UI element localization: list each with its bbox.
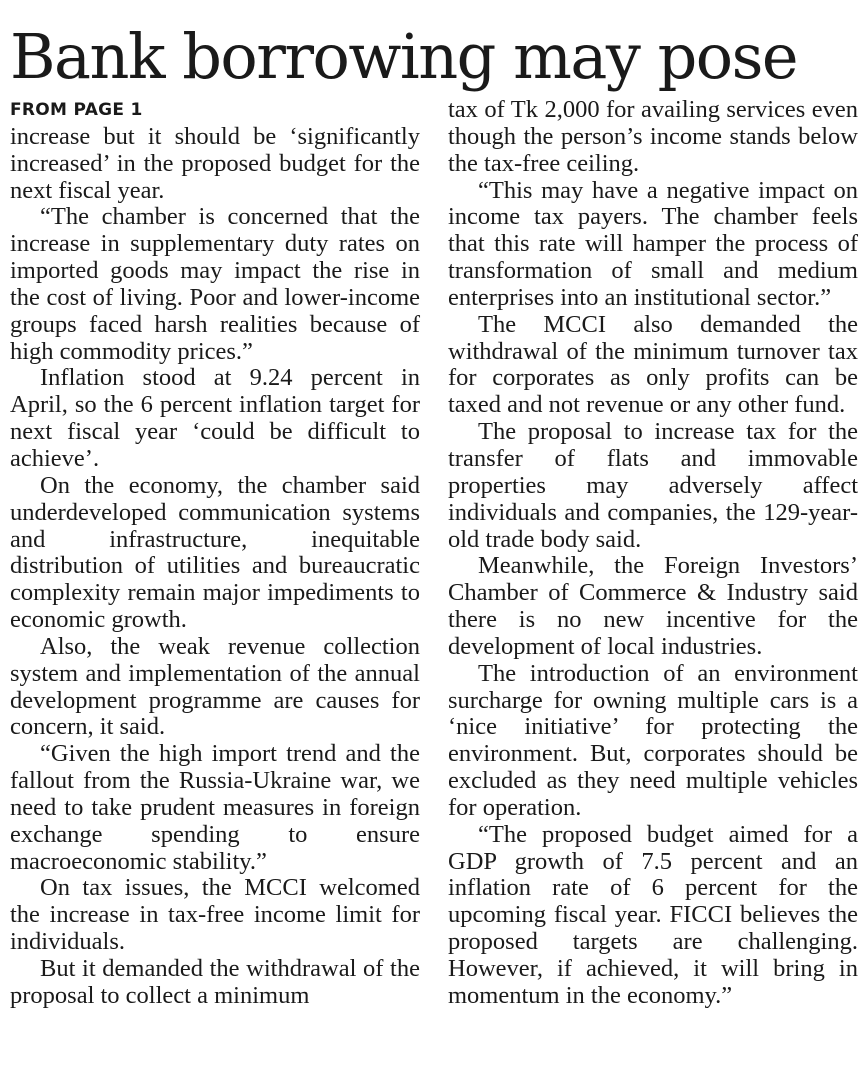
paragraph: The introduction of an environment surcharge for owning multiple cars is a ‘nice initiative’ for protecting the environment. But, corporates should be excluded as they need multiple vehicles for operation. bbox=[448, 659, 858, 821]
paragraph: “Given the high import trend and the fallout from the Russia-Ukraine war, we need to take prudent measures in foreign exchange spending to ensure macroeconomic stability.” bbox=[10, 740, 420, 875]
article-column-right bbox=[448, 97, 858, 1010]
paragraph: “The proposed budget aimed for a GDP growth of 7.5 percent and an inflation rate of 6 percent for the upcoming fiscal year. FICCI believes the proposed targets are challenging. However, if achieved, it will bring in momentum in the economy.” bbox=[448, 820, 858, 1009]
article-column-left bbox=[10, 97, 420, 1010]
paragraph: The proposal to increase tax for the transfer of flats and immovable properties may adversely affect individuals and companies, the 129-year-old trade body said. bbox=[448, 418, 858, 553]
paragraph: increase but it should be ‘significantly increased’ in the proposed budget for the next fiscal year. bbox=[10, 122, 420, 204]
paragraph: “This may have a negative impact on income tax payers. The chamber feels that this rate will hamper the process of transformation of small and medium enterprises into an institutional sector.” bbox=[448, 176, 858, 311]
paragraph: Meanwhile, the Foreign Investors’ Chamber of Commerce & Industry said there is no new incentive for the development of local industries. bbox=[448, 552, 858, 660]
paragraph: The MCCI also demanded the withdrawal of the minimum turnover tax for corporates as only profits can be taxed and not revenue or any other fund. bbox=[448, 310, 858, 419]
paragraph: tax of Tk 2,000 for availing services even though the person’s income stands below the tax-free ceiling. bbox=[448, 96, 858, 177]
paragraph: Inflation stood at 9.24 percent in April, so the 6 percent inflation target for next fiscal year ‘could be difficult to achieve’. bbox=[10, 364, 420, 472]
paragraph: But it demanded the withdrawal of the proposal to collect a minimum bbox=[10, 955, 420, 1009]
paragraph: On tax issues, the MCCI welcomed the increase in tax-free income limit for individuals. bbox=[10, 874, 420, 956]
continuation-kicker: FROM PAGE 1 bbox=[10, 100, 143, 120]
headline: Bank borrowing may pose bbox=[10, 20, 798, 93]
paragraph: On the economy, the chamber said underdeveloped communication systems and infrastructure, inequitable distribution of utilities and bureaucratic complexity remain major impediments to economic growth. bbox=[10, 471, 420, 634]
paragraph: Also, the weak revenue collection system and implementation of the annual development programme are causes for concern, it said. bbox=[10, 632, 420, 741]
paragraph: “The chamber is concerned that the increase in supplementary duty rates on imported goods may impact the rise in the cost of living. Poor and lower-income groups faced harsh realities because of high commodity prices.” bbox=[10, 203, 420, 365]
